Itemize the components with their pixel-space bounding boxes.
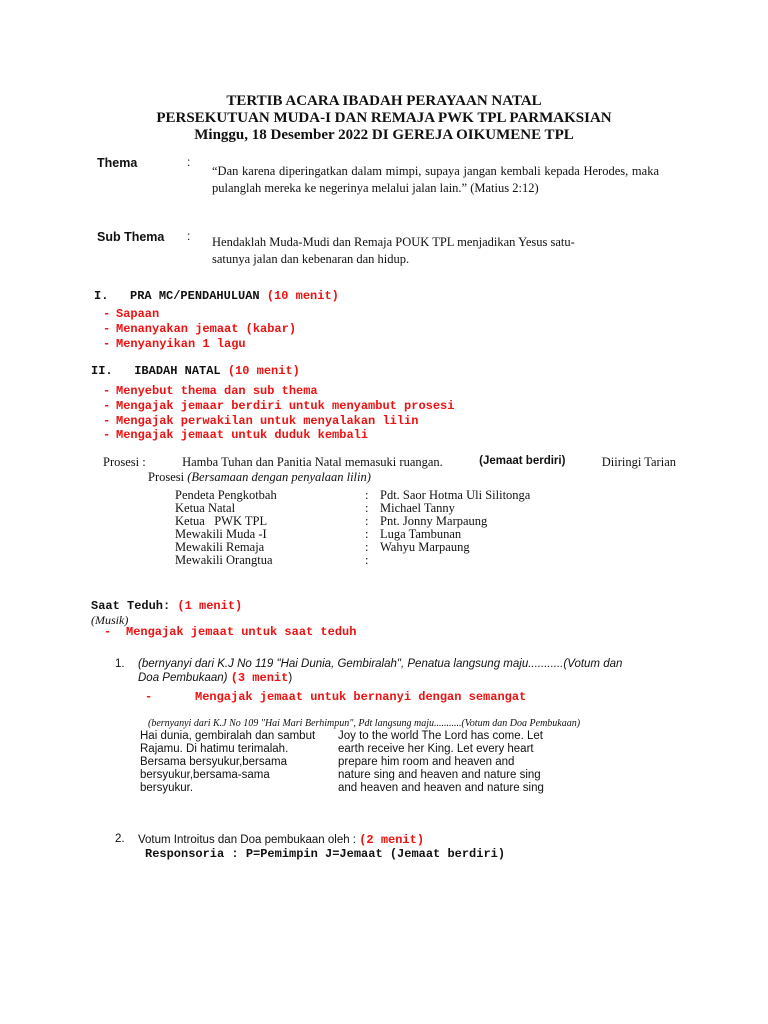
list-item: - Mengajak jemaat untuk duduk kembali — [103, 428, 369, 442]
step1-duration: (3 menit — [230, 671, 289, 685]
prosesi-colon: : — [142, 455, 146, 469]
list-item-text: Menanyakan jemaat (kabar) — [116, 322, 297, 336]
responsoria: Responsoria : P=Pemimpin J=Jemaat (Jemaat berdiri) — [145, 847, 506, 861]
step2-duration: (2 menit) — [359, 833, 425, 847]
lyrics-indonesian: Hai dunia, gembiralah dan sambut Rajamu. Di hatimu terimalah. Bersama bersyukur,bersama bersyukur,bersama-sama bersyukur. — [140, 730, 316, 794]
prosesi-iringan: Diiringi Tarian — [601, 455, 676, 469]
subthema-colon: : — [187, 229, 191, 243]
thema-label: Thema — [97, 156, 138, 170]
list-item-text: Mengajak jemaat untuk duduk kembali — [116, 428, 369, 442]
official-colon: : — [365, 540, 369, 554]
prosesi-line2-text: Prosesi — [148, 470, 185, 484]
list-item: - Mengajak jemaar berdiri untuk menyambut prosesi — [103, 399, 455, 413]
list-item: - Mengajak perwakilan untuk menyalakan lilin — [103, 414, 419, 428]
official-role: Ketua PWK TPL — [175, 514, 268, 528]
doc-title: TERTIB ACARA IBADAH PERAYAAN NATAL — [226, 93, 542, 109]
thema-colon: : — [187, 155, 191, 169]
step2-line — [138, 833, 424, 847]
prosesi-text: Hamba Tuhan dan Panitia Natal memasuki ruangan. — [182, 455, 443, 469]
saat-teduh-header — [91, 599, 242, 613]
official-role: Ketua Natal — [175, 501, 236, 515]
list-item: - Mengajak jemaat untuk saat teduh — [104, 625, 357, 639]
section2-title: IBADAH NATAL — [134, 364, 221, 378]
step2-number: 2. — [115, 833, 125, 845]
list-item-text: Menyebut thema dan sub thema — [116, 384, 318, 398]
doc-subtitle: PERSEKUTUAN MUDA-I DAN REMAJA PWK TPL PARMAKSIAN — [156, 110, 612, 126]
prosesi-line2-note: (Bersamaan dengan penyalaan lilin) — [187, 470, 371, 484]
step1-close-paren: ) — [288, 672, 293, 684]
list-item-text: Mengajak jemaat untuk bernanyi dengan semangat — [195, 690, 527, 704]
lyrics-english: Joy to the world The Lord has come. Let earth receive her King. Let every heart prepare him room and heaven and nature sing and heaven and nature sing and heaven and heaven and nature sing — [338, 730, 544, 794]
official-name: Pnt. Jonny Marpaung — [380, 514, 488, 528]
step2-text: Votum Introitus dan Doa pembukaan oleh : — [138, 834, 357, 846]
subthema-label: Sub Thema — [97, 230, 165, 244]
step1-text-line2-wrap — [138, 671, 292, 685]
list-item-text: Menyanyikan 1 lagu — [116, 337, 246, 351]
list-item-text: Mengajak jemaat untuk saat teduh — [126, 625, 357, 639]
prosesi-jemaat-berdiri: (Jemaat berdiri) — [479, 455, 566, 467]
official-name: Michael Tanny — [380, 501, 455, 515]
step1-small-note: (bernyanyi dari K.J No 109 "Hai Mari Berhimpun", Pdt langsung maju...........(Votum dan Doa Pembukaan) — [148, 718, 581, 729]
officials-table — [175, 489, 530, 567]
section2-duration: (10 menit) — [227, 364, 300, 378]
list-item: - Sapaan — [103, 307, 160, 321]
saat-teduh-duration: (1 menit) — [177, 599, 243, 613]
saat-teduh-title: Saat Teduh: — [91, 599, 171, 613]
official-colon: : — [365, 514, 369, 528]
section2-header — [91, 364, 300, 378]
prosesi-label: Prosesi — [103, 455, 140, 469]
section1-title: PRA MC/PENDAHULUAN — [130, 289, 260, 303]
official-colon: : — [365, 527, 369, 541]
official-role: Mewakili Muda -I — [175, 527, 267, 541]
official-name: Wahyu Marpaung — [380, 540, 470, 554]
prosesi-line — [103, 455, 676, 470]
step1-text-line1: (bernyanyi dari K.J No 119 "Hai Dunia, Gembiralah", Penatua langsung maju...........(Votum dan — [138, 658, 623, 670]
section1-header — [94, 289, 339, 303]
section1-number: I. — [94, 289, 109, 303]
section1-duration: (10 menit) — [266, 289, 339, 303]
official-colon: : — [365, 488, 369, 502]
list-item: - Mengajak jemaat untuk bernanyi dengan semangat — [145, 690, 527, 704]
prosesi-line2 — [148, 470, 371, 485]
official-name: Pdt. Saor Hotma Uli Silitonga — [380, 488, 531, 502]
subthema-line1: Hendaklah Muda-Mudi dan Remaja POUK TPL menjadikan Yesus satu- — [212, 235, 575, 249]
official-role: Mewakili Orangtua — [175, 553, 273, 567]
official-role: Pendeta Pengkotbah — [175, 488, 277, 502]
official-name — [380, 554, 530, 567]
list-item: - Menanyakan jemaat (kabar) — [103, 322, 297, 336]
list-item-text: Mengajak jemaar berdiri untuk menyambut prosesi — [116, 399, 455, 413]
step1-text-line2: Doa Pembukaan) — [138, 672, 228, 684]
saat-teduh-note: (Musik) — [91, 613, 129, 627]
thema-text: “Dan karena diperingatkan dalam mimpi, supaya jangan kembali kepada Herodes, maka pulanglah mereka ke negerinya melalui jalan lain.” (Matius 2:12) — [212, 164, 659, 195]
table-row — [175, 554, 530, 567]
official-role: Mewakili Remaja — [175, 540, 265, 554]
section2-number: II. — [91, 364, 113, 378]
official-name: Luga Tambunan — [380, 527, 462, 541]
list-item: - Menyanyikan 1 lagu — [103, 337, 246, 351]
official-colon: : — [365, 553, 369, 567]
official-colon: : — [365, 501, 369, 515]
list-item: - Menyebut thema dan sub thema — [103, 384, 318, 398]
doc-date: Minggu, 18 Desember 2022 DI GEREJA OIKUMENE TPL — [194, 127, 574, 143]
list-item-text: Mengajak perwakilan untuk menyalakan lilin — [116, 414, 419, 428]
list-item-text: Sapaan — [116, 307, 160, 321]
subthema-line2: satunya jalan dan kebenaran dan hidup. — [212, 252, 410, 266]
step1-number: 1. — [115, 658, 125, 670]
